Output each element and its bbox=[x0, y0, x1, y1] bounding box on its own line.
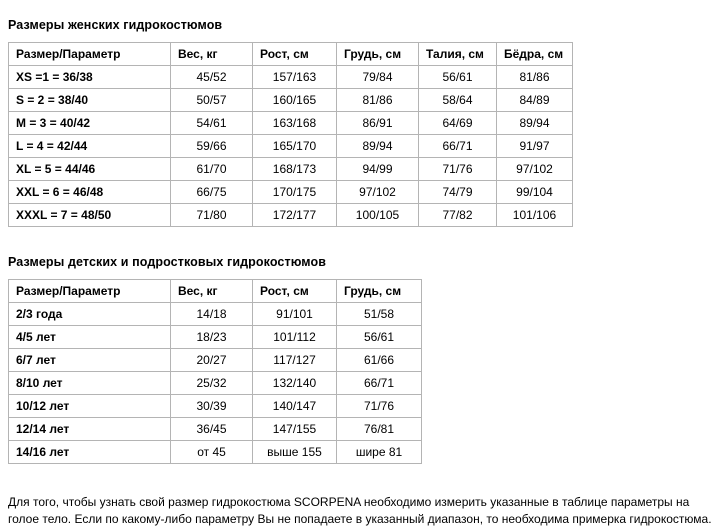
women-section-title: Размеры женских гидрокостюмов bbox=[8, 18, 223, 32]
table-row bbox=[9, 181, 573, 204]
cell-age: 10/12 лет bbox=[9, 395, 171, 418]
cell-weight: 61/70 bbox=[171, 158, 253, 181]
cell-weight: от 45 bbox=[171, 441, 253, 464]
cell-size: M = 3 = 40/42 bbox=[9, 112, 171, 135]
cell-weight: 14/18 bbox=[171, 303, 253, 326]
cell-weight: 36/45 bbox=[171, 418, 253, 441]
cell-weight: 45/52 bbox=[171, 66, 253, 89]
cell-height: 163/168 bbox=[253, 112, 337, 135]
cell-hips: 81/86 bbox=[497, 66, 573, 89]
table-row bbox=[9, 112, 573, 135]
kids-section-title: Размеры детских и подростковых гидрокостюмов bbox=[8, 255, 327, 269]
column-header-hips: Бёдра, см bbox=[497, 43, 573, 66]
cell-height: 160/165 bbox=[253, 89, 337, 112]
cell-chest: 86/91 bbox=[337, 112, 419, 135]
column-header-chest: Грудь, см bbox=[337, 43, 419, 66]
cell-hips: 84/89 bbox=[497, 89, 573, 112]
column-header-size: Размер/Параметр bbox=[9, 280, 171, 303]
cell-chest: 94/99 bbox=[337, 158, 419, 181]
cell-waist: 58/64 bbox=[419, 89, 497, 112]
column-header-height: Рост, см bbox=[253, 280, 337, 303]
cell-hips: 101/106 bbox=[497, 204, 573, 227]
cell-weight: 54/61 bbox=[171, 112, 253, 135]
cell-size: XXL = 6 = 46/48 bbox=[9, 181, 171, 204]
cell-chest: 66/71 bbox=[337, 372, 422, 395]
cell-waist: 71/76 bbox=[419, 158, 497, 181]
column-header-size: Размер/Параметр bbox=[9, 43, 171, 66]
table-row bbox=[9, 395, 422, 418]
cell-height: 132/140 bbox=[253, 372, 337, 395]
cell-weight: 71/80 bbox=[171, 204, 253, 227]
cell-weight: 50/57 bbox=[171, 89, 253, 112]
footnote-line-1: Для того, чтобы узнать свой размер гидрокостюма SCORPENA необходимо измерить указанные в таблице параметры на bbox=[8, 495, 690, 509]
cell-hips: 97/102 bbox=[497, 158, 573, 181]
women-table-header bbox=[9, 43, 573, 66]
cell-chest: 61/66 bbox=[337, 349, 422, 372]
cell-size: XXXL = 7 = 48/50 bbox=[9, 204, 171, 227]
cell-height: 117/127 bbox=[253, 349, 337, 372]
cell-chest: шире 81 bbox=[337, 441, 422, 464]
cell-weight: 25/32 bbox=[171, 372, 253, 395]
kids-table-body bbox=[9, 303, 422, 464]
women-table-body bbox=[9, 66, 573, 227]
cell-chest: 79/84 bbox=[337, 66, 419, 89]
cell-chest: 100/105 bbox=[337, 204, 419, 227]
cell-chest: 71/76 bbox=[337, 395, 422, 418]
cell-waist: 66/71 bbox=[419, 135, 497, 158]
cell-waist: 64/69 bbox=[419, 112, 497, 135]
kids-size-table bbox=[8, 279, 422, 464]
cell-weight: 20/27 bbox=[171, 349, 253, 372]
cell-size: S = 2 = 38/40 bbox=[9, 89, 171, 112]
spacer bbox=[8, 464, 718, 494]
cell-height: 91/101 bbox=[253, 303, 337, 326]
cell-weight: 30/39 bbox=[171, 395, 253, 418]
cell-age: 4/5 лет bbox=[9, 326, 171, 349]
table-row bbox=[9, 418, 422, 441]
cell-size: XL = 5 = 44/46 bbox=[9, 158, 171, 181]
table-header-row bbox=[9, 280, 422, 303]
cell-hips: 89/94 bbox=[497, 112, 573, 135]
cell-height: 165/170 bbox=[253, 135, 337, 158]
cell-age: 12/14 лет bbox=[9, 418, 171, 441]
cell-height: 157/163 bbox=[253, 66, 337, 89]
cell-height: 172/177 bbox=[253, 204, 337, 227]
cell-height: 140/147 bbox=[253, 395, 337, 418]
table-row bbox=[9, 372, 422, 395]
cell-waist: 56/61 bbox=[419, 66, 497, 89]
cell-hips: 91/97 bbox=[497, 135, 573, 158]
cell-height: 147/155 bbox=[253, 418, 337, 441]
cell-size: L = 4 = 42/44 bbox=[9, 135, 171, 158]
cell-height: 170/175 bbox=[253, 181, 337, 204]
column-header-waist: Талия, см bbox=[419, 43, 497, 66]
cell-age: 14/16 лет bbox=[9, 441, 171, 464]
cell-chest: 89/94 bbox=[337, 135, 419, 158]
cell-weight: 59/66 bbox=[171, 135, 253, 158]
table-row bbox=[9, 204, 573, 227]
column-header-chest: Грудь, см bbox=[337, 280, 422, 303]
kids-table-header bbox=[9, 280, 422, 303]
cell-waist: 77/82 bbox=[419, 204, 497, 227]
cell-size: XS =1 = 36/38 bbox=[9, 66, 171, 89]
cell-height: 101/112 bbox=[253, 326, 337, 349]
cell-age: 8/10 лет bbox=[9, 372, 171, 395]
table-row bbox=[9, 89, 573, 112]
column-header-weight: Вес, кг bbox=[171, 280, 253, 303]
cell-chest: 76/81 bbox=[337, 418, 422, 441]
cell-chest: 97/102 bbox=[337, 181, 419, 204]
table-row bbox=[9, 326, 422, 349]
cell-chest: 51/58 bbox=[337, 303, 422, 326]
table-row bbox=[9, 66, 573, 89]
cell-chest: 81/86 bbox=[337, 89, 419, 112]
table-row bbox=[9, 158, 573, 181]
table-row bbox=[9, 349, 422, 372]
cell-hips: 99/104 bbox=[497, 181, 573, 204]
cell-weight: 66/75 bbox=[171, 181, 253, 204]
table-row bbox=[9, 135, 573, 158]
cell-weight: 18/23 bbox=[171, 326, 253, 349]
cell-waist: 74/79 bbox=[419, 181, 497, 204]
women-size-table bbox=[8, 42, 573, 227]
cell-age: 2/3 года bbox=[9, 303, 171, 326]
cell-chest: 56/61 bbox=[337, 326, 422, 349]
table-header-row bbox=[9, 43, 573, 66]
footnote-line-2: голое тело. Если по какому-либо параметру Вы не попадаете в указанный диапазон, то необходима примерка гидрокостюма. bbox=[8, 512, 712, 526]
column-header-height: Рост, см bbox=[253, 43, 337, 66]
table-row bbox=[9, 441, 422, 464]
cell-height: выше 155 bbox=[253, 441, 337, 464]
footnote-text bbox=[8, 494, 718, 528]
cell-age: 6/7 лет bbox=[9, 349, 171, 372]
column-header-weight: Вес, кг bbox=[171, 43, 253, 66]
table-row bbox=[9, 303, 422, 326]
cell-height: 168/173 bbox=[253, 158, 337, 181]
spacer bbox=[8, 227, 718, 255]
